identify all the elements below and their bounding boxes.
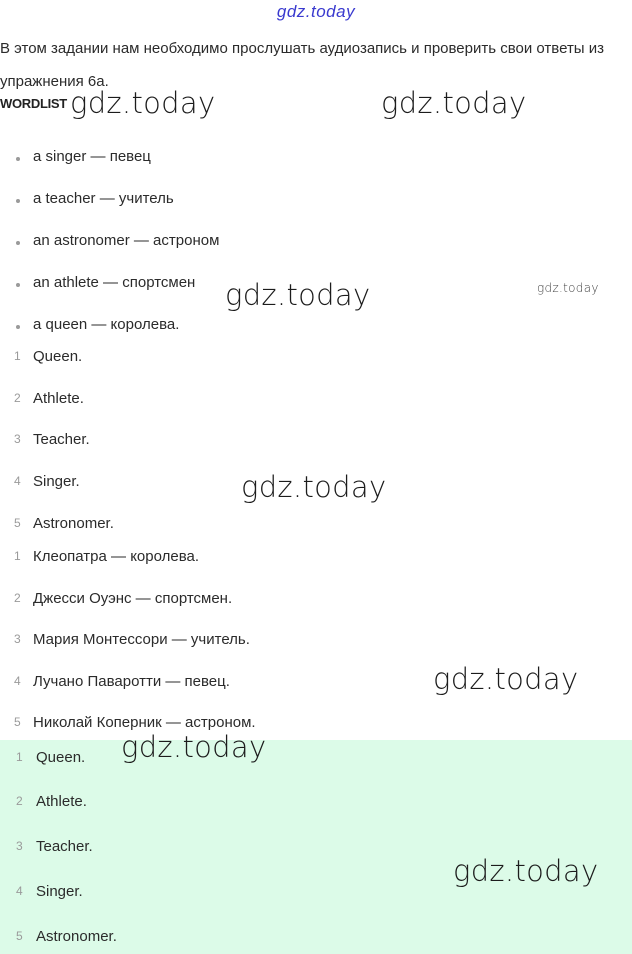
- item-number: 1: [14, 349, 21, 363]
- watermark: gdz.today: [225, 278, 371, 312]
- item-number: 3: [14, 632, 21, 646]
- list-item-text: Astronomer.: [36, 928, 117, 945]
- list-item-text: an athlete — спортсмен: [33, 274, 196, 291]
- list-item-text: Лучано Паваротти — певец.: [33, 673, 230, 690]
- list-item-text: Клеопатра — королева.: [33, 548, 200, 565]
- list-item-text: Singer.: [36, 883, 83, 900]
- watermark: gdz.today: [381, 86, 527, 120]
- list-item-text: Джесси Оуэнс — спортсмен.: [33, 590, 233, 607]
- item-number: 5: [16, 929, 23, 943]
- item-number: 4: [16, 884, 23, 898]
- site-brand[interactable]: gdz.today: [276, 2, 356, 21]
- bullet-icon: [16, 241, 20, 245]
- item-number: 5: [14, 715, 21, 729]
- list-item-text: an astronomer — астроном: [33, 232, 220, 249]
- item-number: 1: [14, 549, 21, 563]
- list-item-text: Athlete.: [33, 390, 84, 407]
- bullet-icon: [16, 283, 20, 287]
- bullet-icon: [16, 325, 20, 329]
- item-number: 2: [14, 391, 21, 405]
- bullet-icon: [16, 157, 20, 161]
- watermark: gdz.today: [121, 730, 267, 764]
- list-item-text: Astronomer.: [33, 515, 114, 532]
- list-item-text: Queen.: [33, 348, 83, 365]
- item-number: 2: [14, 591, 21, 605]
- item-number: 3: [16, 839, 23, 853]
- list-item-text: a teacher — учитель: [33, 190, 174, 207]
- list-item-text: Queen.: [36, 749, 86, 766]
- intro-text: В этом задании нам необходимо прослушать аудиозапись и проверить свои ответы из упражнения 6а.: [0, 40, 605, 90]
- list-item-text: Athlete.: [36, 793, 87, 810]
- watermark: gdz.today: [241, 470, 387, 504]
- item-number: 4: [14, 474, 21, 488]
- watermark: gdz.today: [453, 854, 599, 888]
- list-item-text: a singer — певец: [33, 148, 151, 165]
- item-number: 2: [16, 794, 23, 808]
- item-number: 4: [14, 674, 21, 688]
- wordlist-heading: WORDLIST: [0, 96, 67, 111]
- list-item-text: a queen — королева.: [33, 316, 180, 333]
- watermark: gdz.today: [537, 281, 599, 295]
- list-item-text: Teacher.: [33, 431, 90, 448]
- watermark: gdz.today: [433, 662, 579, 696]
- answer-box: [0, 740, 632, 954]
- list-item-text: Teacher.: [36, 838, 93, 855]
- item-number: 5: [14, 516, 21, 530]
- list-item-text: Singer.: [33, 473, 80, 490]
- item-number: 3: [14, 432, 21, 446]
- list-item-text: Николай Коперник — астроном.: [33, 714, 256, 731]
- list-item-text: Мария Монтессори — учитель.: [33, 631, 250, 648]
- watermark: gdz.today: [70, 86, 216, 120]
- bullet-icon: [16, 199, 20, 203]
- item-number: 1: [16, 750, 23, 764]
